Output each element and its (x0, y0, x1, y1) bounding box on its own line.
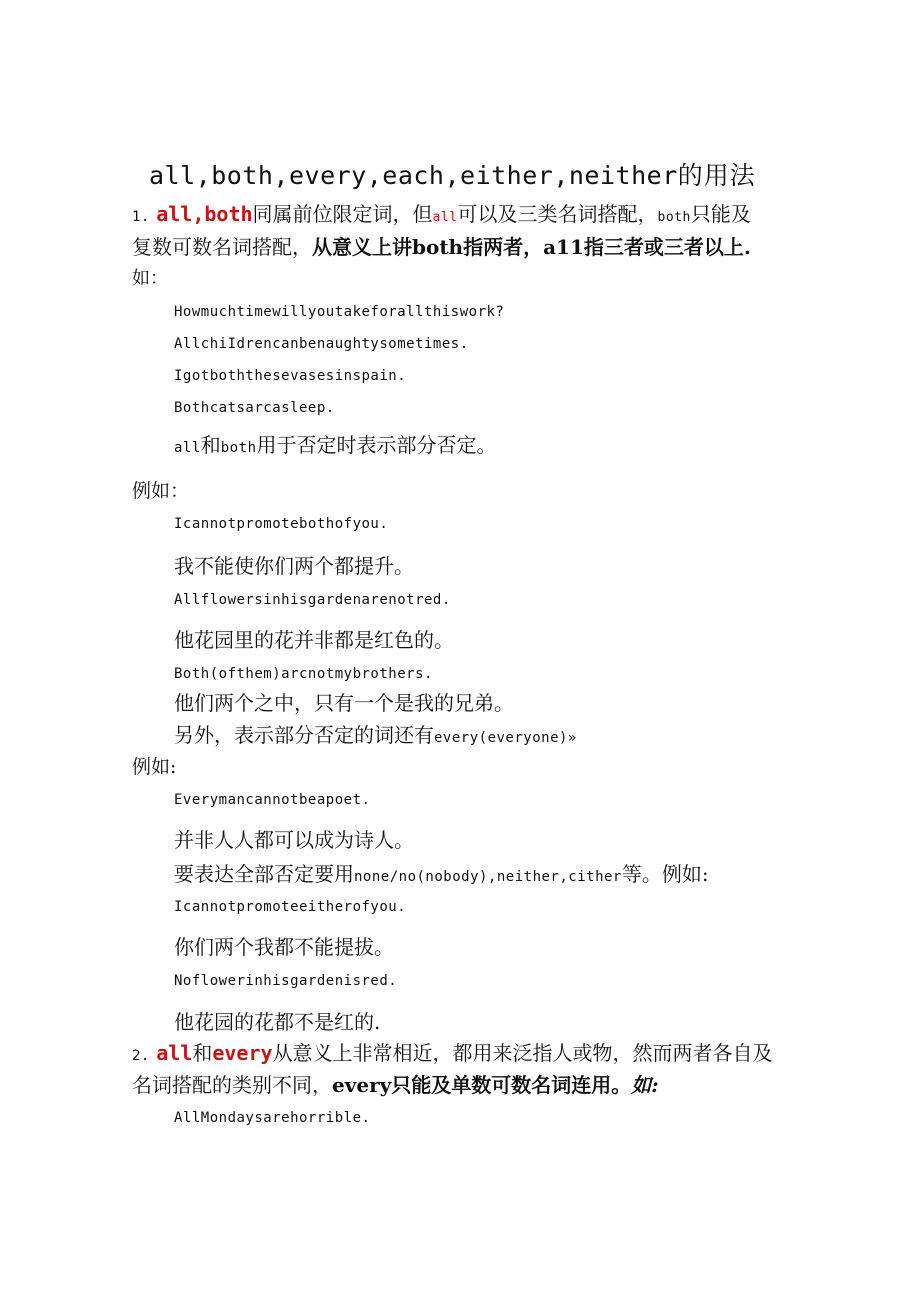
example-sentence: Icannotpromotebothofyou. (174, 516, 389, 532)
example-translation: 他花园里的花并非都是红色的。 (174, 628, 454, 652)
section-1-both: both (657, 210, 691, 225)
section-1-text-b: 可以及三类名词搭配， (457, 202, 658, 226)
total-negation-words: none/no(nobody),neither,cither (354, 869, 622, 885)
section-2-and: 和 (192, 1041, 213, 1065)
example-translation: 他花园的花都不是红的. (174, 1010, 381, 1034)
example-sentence: Igotboththesevasesinspain. (174, 368, 407, 384)
example-sentence: Allflowersinhisgardenarenotred. (174, 592, 451, 608)
example-label-ru: 如： (132, 268, 168, 289)
section-2-line-2-normal: 名词搭配的类别不同， (132, 1073, 332, 1097)
section-1-text-c: 只能及 (690, 202, 751, 226)
section-2-line-2-bold: every只能及单数可数名词连用。 (332, 1073, 632, 1097)
section-1-text-a: 同属前位限定词，但 (252, 202, 433, 226)
section-1-all: all (432, 210, 458, 225)
negation-and: 和 (200, 433, 221, 457)
negation-note (174, 435, 497, 455)
section-1-line-2 (132, 237, 751, 257)
example-label-liru: 例如: (132, 756, 177, 778)
page-title (149, 163, 756, 188)
section-1-number: 1. (132, 209, 150, 225)
title-suffix: 的用法 (677, 161, 756, 190)
example-sentence: AllMondaysarehorrible. (174, 1110, 371, 1126)
negation-both: both (220, 440, 257, 456)
section-2-all: all (156, 1041, 193, 1065)
section-2-line-1 (132, 1043, 773, 1063)
example-sentence: Noflowerinhisgardenisred. (174, 973, 398, 989)
section-2-text: 从意义上非常相近，都用来泛指人或物，然而两者各自及 (272, 1041, 773, 1065)
example-label-liru: 例如： (132, 480, 190, 502)
example-translation: 并非人人都可以成为诗人。 (174, 828, 414, 852)
section-2-line-2 (132, 1075, 659, 1095)
total-negation-text-a: 要表达全部否定要用 (174, 862, 354, 886)
section-2-number: 2. (132, 1048, 150, 1064)
total-negation-text-b: 等。例如: (621, 862, 709, 886)
negation-all: all (174, 440, 201, 456)
section-1-keywords: all,both (156, 202, 253, 226)
example-sentence: Icannotpromoteeitherofyou. (174, 899, 407, 915)
section-2-line-2-italic: 如: (631, 1073, 659, 1097)
example-sentence: AllchiIdrencanbenaughtysometimes. (174, 336, 469, 352)
example-translation: 你们两个我都不能提拔。 (174, 935, 394, 959)
total-negation-note (174, 864, 709, 884)
example-sentence: Both(ofthem)arcnotmybrothers. (174, 666, 433, 682)
negation-rest: 用于否定时表示部分否定。 (256, 433, 497, 457)
section-1-line-1 (132, 204, 751, 224)
example-sentence: Howmuchtimewillyoutakeforallthiswork? (174, 304, 505, 320)
title-words: all,both,every,each,either,neither (149, 161, 678, 190)
also-note-text: 另外，表示部分否定的词还有 (174, 723, 434, 747)
example-translation: 我不能使你们两个都提升。 (174, 554, 414, 578)
example-sentence: Bothcatsarcasleep. (174, 400, 335, 416)
also-note-words: every(everyone)» (434, 730, 577, 746)
section-1-line-2-normal: 复数可数名词搭配， (132, 235, 312, 259)
section-1-line-2-bold: 从意义上讲both指两者，a11指三者或三者以上. (312, 235, 751, 259)
example-translation: 他们两个之中，只有一个是我的兄弟。 (174, 691, 514, 715)
also-note (174, 725, 577, 745)
example-sentence: Everymancannotbeapoet. (174, 792, 371, 808)
section-2-every: every (212, 1041, 273, 1065)
